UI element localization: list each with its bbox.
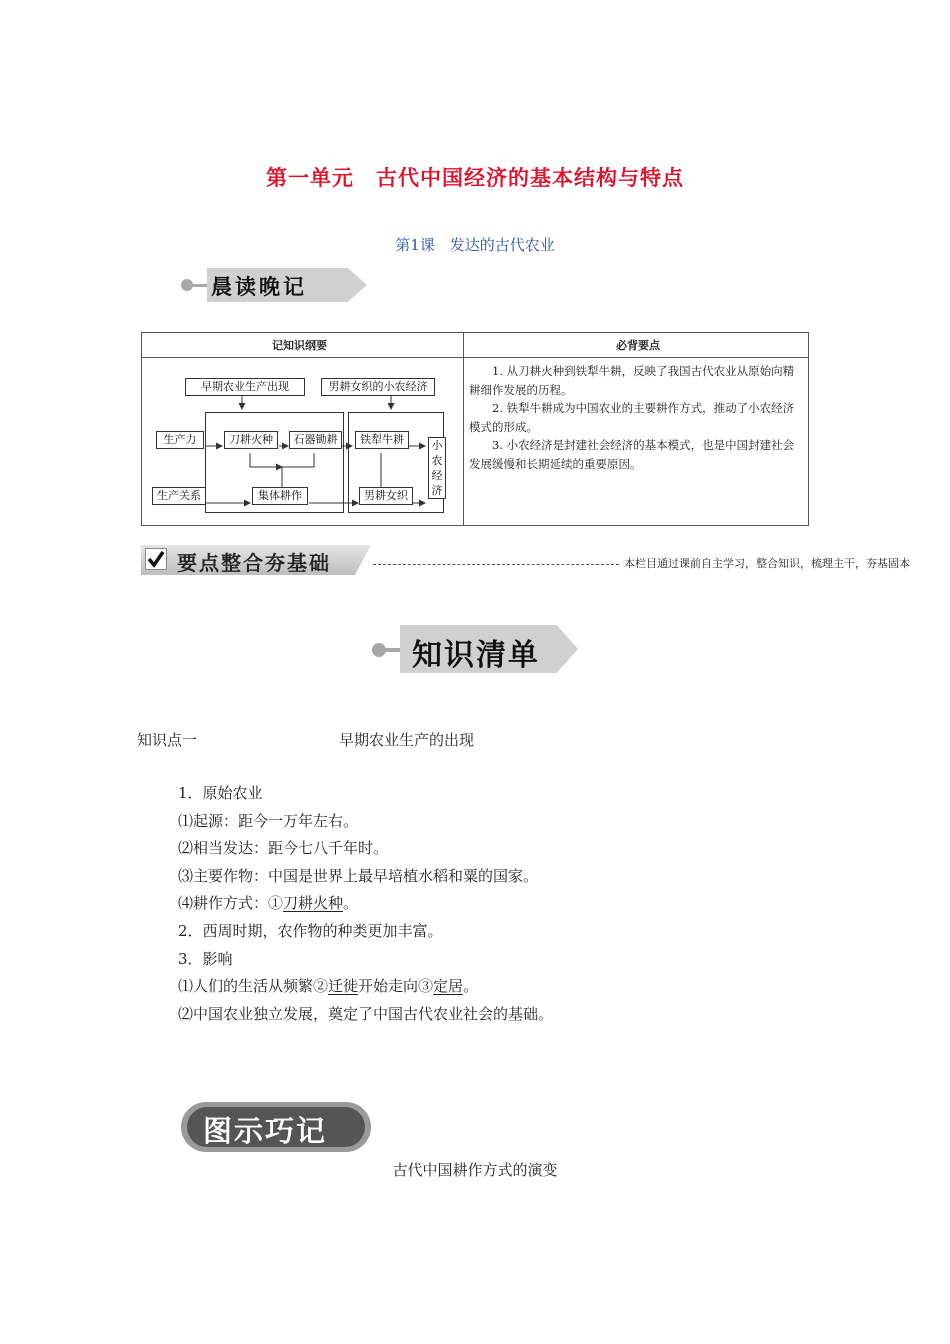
content-line: ⑴人们的生活从频繁②迁徙开始走向③定居。 — [178, 977, 479, 996]
key-point-2: 2. 铁犁牛耕成为中国农业的主要耕作方式，推动了小农经济模式的形成。 — [469, 401, 795, 434]
slash-burn-box: 刀耕火种 — [224, 431, 278, 449]
stone-hoe-box: 石器锄耕 — [289, 431, 342, 449]
key-point-1: 1. 从刀耕火种到铁犁牛耕，反映了我国古代农业从原始向精耕细作发展的历程。 — [469, 364, 795, 397]
content-line: ⑵中国农业独立发展，奠定了中国古代农业社会的基础。 — [178, 1004, 554, 1023]
lesson-title: 第1课 发达的古代农业 — [395, 236, 555, 254]
blank-answer: 定居 — [433, 977, 464, 996]
checkmark-icon — [145, 548, 167, 570]
iron-plough-box: 铁犁牛耕 — [355, 431, 409, 449]
key-point-3: 3. 小农经济是封建社会经济的基本模式，也是中国封建社会发展缓慢和长期延续的重要原因。 — [469, 438, 795, 471]
summary-table — [141, 332, 809, 526]
banner-basics — [141, 545, 910, 577]
production-relations-box: 生产关系 — [152, 487, 206, 505]
blank-answer: 刀耕火种 — [283, 894, 344, 913]
banner-basics-note: 本栏目通过课前自主学习，整合知识，梳理主干，夯基固本 — [624, 557, 910, 570]
knowledge-point-label: 知识点一 — [137, 731, 198, 749]
knowledge-point-title: 早期农业生产的出现 — [339, 731, 475, 749]
content-line: 3．影响 — [178, 949, 233, 968]
banner-knowledge-list-label: 知识清单 — [412, 638, 540, 673]
banner-knowledge-list — [372, 625, 582, 675]
small-peasant-box: 男耕女织的小农经济 — [321, 378, 435, 396]
knowledge-content — [178, 780, 553, 1028]
content-line: ⑵相当发达：距今七八千年时。 — [178, 839, 389, 858]
key-points-header: 必背要点 — [616, 339, 660, 352]
collective-farming-box: 集体耕作 — [252, 487, 308, 505]
productivity-box: 生产力 — [156, 431, 204, 449]
banner-basics-label: 要点整合夯基础 — [177, 551, 331, 575]
early-agriculture-box: 早期农业生产出现 — [185, 378, 305, 396]
banner-diagram-memory — [181, 1102, 373, 1154]
banner-morning-reading-label: 晨读晚记 — [211, 275, 307, 299]
key-points-list — [469, 362, 803, 473]
men-farm-women-weave-box: 男耕女织 — [359, 487, 413, 505]
banner-morning-reading — [181, 268, 371, 302]
content-line: ⑴起源：距今一万年左右。 — [178, 811, 359, 830]
content-line: 2．西周时期，农作物的种类更加丰富。 — [178, 921, 443, 940]
unit-title: 第一单元 古代中国经济的基本结构与特点 — [266, 166, 684, 190]
content-line: ⑶主要作物：中国是世界上最早培植水稻和粟的国家。 — [178, 866, 539, 885]
outline-header: 记知识纲要 — [272, 339, 327, 352]
blank-answer: 迁徙 — [328, 977, 359, 996]
content-line: 1．原始农业 — [178, 784, 263, 802]
diagram-caption: 古代中国耕作方式的演变 — [392, 1161, 558, 1179]
small-peasant-economy-box: 小农经济 — [428, 437, 446, 499]
content-line: ⑷耕作方式：①刀耕火种。 — [178, 894, 359, 913]
banner-diagram-memory-label: 图示巧记 — [203, 1114, 328, 1148]
